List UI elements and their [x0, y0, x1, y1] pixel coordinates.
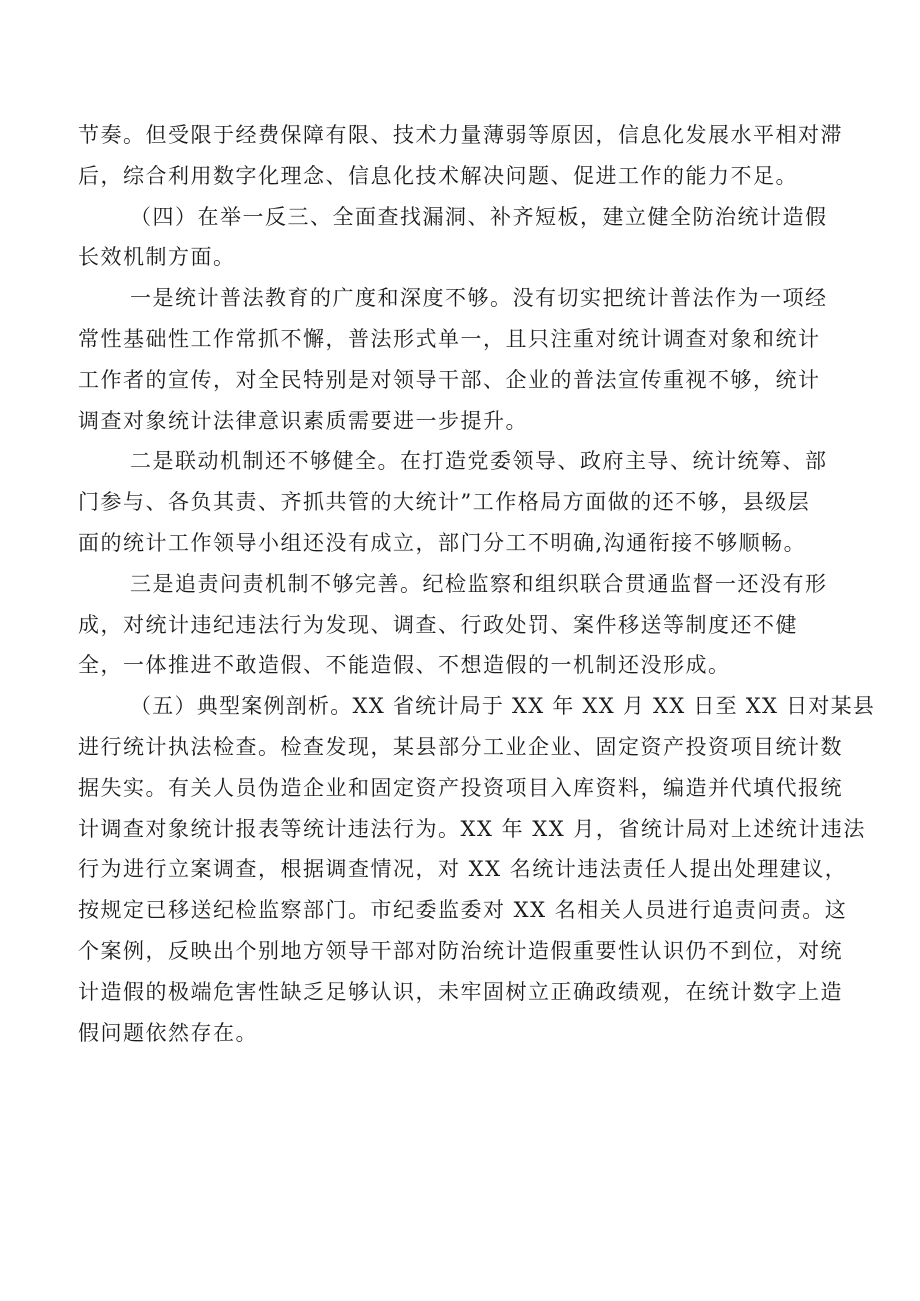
text-line: 节奏。但受限于经费保障有限、技术力量薄弱等原因，信息化发展水平相对滞: [78, 123, 843, 147]
text-line: 全，一体推进不敢造假、不能造假、不想造假的一机制还没形成。: [78, 653, 731, 678]
text-line: 成，对统计违纪违法行为发现、调查、行政处罚、案件移送等制度还不健: [78, 612, 798, 637]
document-body: [78, 115, 876, 1053]
text-line: 一是统计普法教育的广度和深度不够。没有切实把统计普法作为一项经: [130, 286, 828, 311]
text-line: （五）典型案例剖析。XX 省统计局于 XX 年 XX 月 XX 日至 XX 日对某县: [130, 694, 876, 719]
text-line: 后，综合利用数字化理念、信息化技术解决问题、促进工作的能力不足。: [78, 163, 798, 188]
text-line: 进行统计执法检查。检查发现，某县部分工业企业、固定资产投资项目统计数: [78, 734, 843, 759]
text-line: 三是追责问责机制不够完善。纪检监察和组织联合贯通监督一还没有形: [130, 571, 828, 596]
text-line: 工作者的宣传，对全民特别是对领导干部、企业的普法宣传重视不够，统计: [78, 367, 821, 392]
text-line: 门参与、各负其责、齐抓共管的大统计”工作格局方面做的还不够，县级层: [78, 490, 811, 515]
text-line: 个案例，反映出个别地方领导干部对防治统计造假重要性认识仍不到位，对统: [78, 938, 843, 963]
text-line: 假问题依然存在。: [78, 1020, 258, 1045]
text-line: 行为进行立案调查，根据调查情况，对 XX 名统计违法责任人提出处理建议，: [78, 857, 848, 882]
text-line: （四）在举一反三、全面查找漏洞、补齐短板，建立健全防治统计造假: [130, 204, 828, 229]
text-line: 计调查对象统计报表等统计违法行为。XX 年 XX 月，省统计局对上述统计违法: [78, 816, 866, 841]
text-line: 面的统计工作领导小组还没有成立，部门分工不明确,沟通衔接不够顺畅。: [78, 530, 807, 555]
text-line: 调查对象统计法律意识素质需要进一步提升。: [78, 408, 528, 433]
text-line: 据失实。有关人员伪造企业和固定资产投资项目入库资料，编造并代填代报统: [78, 775, 843, 800]
text-line: 二是联动机制还不够健全。在打造党委领导、政府主导、统计统筹、部: [130, 449, 828, 474]
text-line: 计造假的极端危害性缺乏足够认识，未牢固树立正确政绩观，在统计数字上造: [78, 979, 843, 1004]
text-line: 常性基础性工作常抓不懈，普法形式单一，且只注重对统计调查对象和统计: [78, 326, 821, 351]
text-line: 长效机制方面。: [78, 245, 236, 270]
text-line: 按规定已移送纪检监察部门。市纪委监委对 XX 名相关人员进行追责问责。这: [78, 898, 848, 923]
